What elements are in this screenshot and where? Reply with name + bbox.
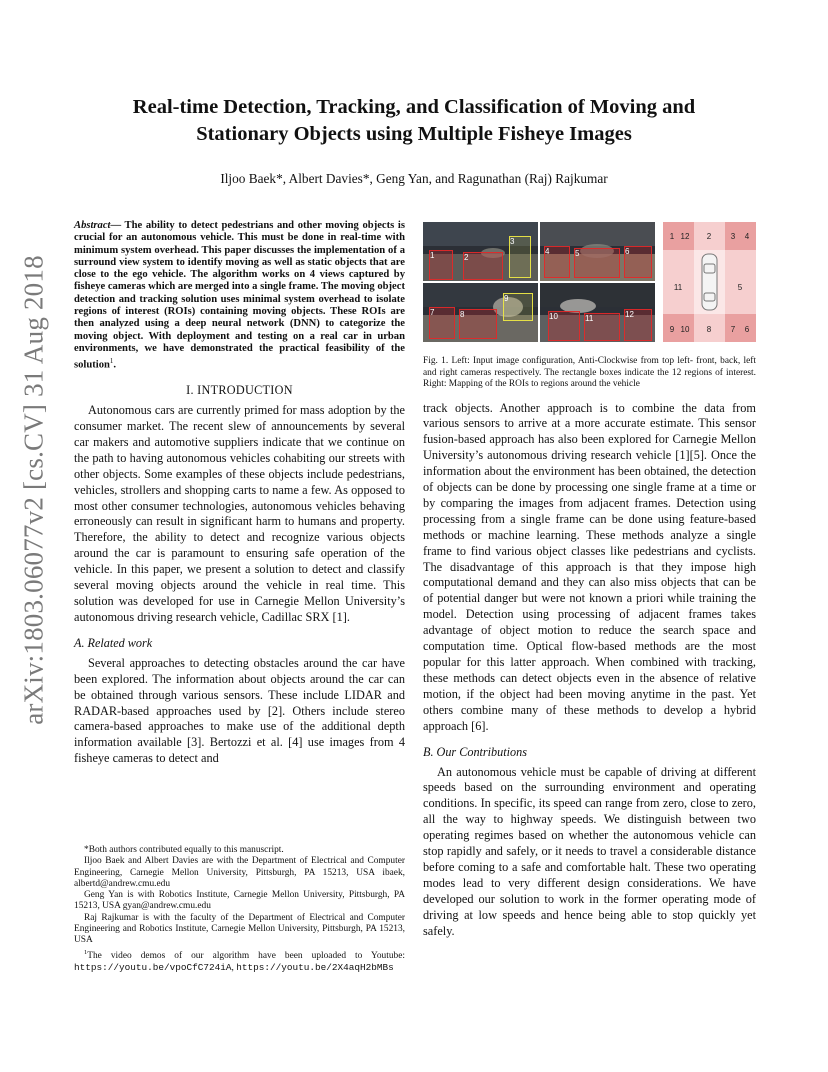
roi-box-7: 7 <box>429 307 455 339</box>
abstract-footnote-mark: 1 <box>109 357 114 366</box>
roi-region-map <box>663 222 756 342</box>
right-column <box>423 222 756 940</box>
left-column <box>74 220 405 767</box>
author-list: Iljoo Baek*, Albert Davies*, Geng Yan, and Ragunathan (Raj) Rajkumar <box>220 171 608 186</box>
abstract-label: Abstract <box>74 220 111 231</box>
map-label-1: 1 <box>669 232 675 241</box>
footnote-video-separator: , <box>231 963 237 974</box>
map-label-11: 11 <box>673 283 683 292</box>
abstract-text: — The ability to detect pedestrians and other moving objects is crucial for an autonomous vehicle. This must be done in real-time with minimum system overhead. This paper discusses the implementation of a surround view system to identify moving as well as static objects that are close to the ego vehicle. The algorithm works on 4 views captured by fisheye cameras which are merged into a single frame. The moving object detection and tracking solution uses minimal system overhead to isolate regions of interest (ROIs) containing moving objects. These ROIs are then analyzed using a deep neural network (DNN) to categorize the moving object. With deployment and testing on a real car in urban environments, we have demonstrated the practical feasibility of the solution <box>74 220 405 371</box>
roi-box-8: 8 <box>459 309 497 339</box>
map-label-10: 10 <box>680 325 690 334</box>
subsection-heading-contributions: B. Our Contributions <box>423 744 527 759</box>
map-region-bottom-right <box>725 314 756 342</box>
front-camera-image <box>423 222 538 281</box>
map-label-5: 5 <box>737 283 743 292</box>
video-link-2[interactable]: https://youtu.be/2X4aqH2bMBs <box>236 962 394 974</box>
roi-box-4: 4 <box>544 246 570 278</box>
video-link-1[interactable]: https://youtu.be/vpoCfC724iA <box>74 962 232 974</box>
subsection-heading-related-work: A. Related work <box>74 635 153 650</box>
footnotes <box>74 845 405 974</box>
roi-box-1: 1 <box>429 250 453 280</box>
footnote-affiliation-2: Geng Yan is with Robotics Institute, Carnegie Mellon University, Pittsburgh, PA 15213, USA gyan@andrew.cmu.edu <box>74 890 405 912</box>
footnote-video <box>74 947 405 975</box>
map-label-2: 2 <box>706 232 712 241</box>
car-body <box>702 254 717 310</box>
map-label-4: 4 <box>744 232 750 241</box>
figure-caption: Fig. 1. Left: Input image configuration, Anti-Clockwise from top left- front, back, left and right cameras respectively. The rectangle boxes indicate the 12 regions of interest. Right: Mapping of the ROIs to regions around the vehicle <box>423 356 756 389</box>
map-region-mid-left <box>663 250 694 314</box>
roi-box-3: 3 <box>509 236 531 278</box>
map-label-7: 7 <box>730 325 736 334</box>
map-region-top-right <box>725 222 756 250</box>
footnote-video-mark: 1 <box>84 948 88 956</box>
abstract <box>74 220 405 372</box>
arxiv-side-identifier <box>14 255 54 725</box>
footnote-equal-contribution: *Both authors contributed equally to this manuscript. <box>84 845 284 855</box>
abstract-end: . <box>113 359 117 371</box>
footnote-affiliation-1: Iljoo Baek and Albert Davies are with the Department of Electrical and Computer Engineering, Carnegie Mellon University, Pittsburgh, PA 15213, USA ibaek, albertd@andrew.cmu.edu <box>74 856 405 889</box>
map-label-6: 6 <box>744 325 750 334</box>
camera-image-grid <box>423 222 655 342</box>
title-line-2: Stationary Objects using Multiple Fisheye Images <box>196 123 632 145</box>
map-region-mid-right <box>725 250 756 314</box>
arxiv-id-text: arXiv:1803.06077v2 [cs.CV] 31 Aug 2018 <box>18 255 49 725</box>
introduction-paragraph: Autonomous cars are currently primed for mass adoption by the consumer market. The recent slew of announcements by several car makers and automotive suppliers indicate that we continue on the path to having autonomous vehicles cohabiting our streets with other objects. Some examples of these objects include pedestrians, vehicles, strollers and shopping carts to name a few. As opposed to most other consumer technologies, autonomous vehicles behaving erroneously can result in significant harm to humans and property. Therefore, the ability to detect and recognize various objects around the car is paramount to ensuring safe operation of the vehicle. In this paper, we present a solution to detect and classify several moving objects around the vehicle in real time. This solution was developed for use in Carnegie Mellon University’s autonomous driving research vehicle, Cadillac SRX [1]. <box>74 403 405 624</box>
related-work-paragraph: Several approaches to detecting obstacles around the car have been explored. The information about objects around the car can be obtained through various sensors. These include LIDAR and RADAR-based approaches used by [2]. Others include stereo camera-based approaches to make use of the additional depth information available [3]. Bertozzi et al. [4] use images from 4 fisheye cameras to detect and <box>74 655 405 766</box>
map-label-9: 9 <box>669 325 675 334</box>
footnote-affiliation-3: Raj Rajkumar is with the faculty of the Department of Electrical and Computer Engineering and Robotics Institute, Carnegie Mellon University, Pittsburgh, PA 15213, USA <box>74 912 405 946</box>
back-camera-image <box>540 222 655 281</box>
car-outline-icon <box>702 254 717 310</box>
roi-box-9: 9 <box>503 293 533 321</box>
sky-region <box>540 222 655 246</box>
footnote-video-text: The video demos of our algorithm have been uploaded to Youtube: <box>87 950 405 961</box>
roi-box-10: 10 <box>548 311 580 341</box>
roi-box-12: 12 <box>624 309 652 341</box>
title-line-1: Real-time Detection, Tracking, and Classification of Moving and <box>132 96 696 118</box>
right-column-paragraph-1: track objects. Another approach is to combine the data from various sensors to arrive at a more accurate estimate. This sensor fusion-based approach has also been explored for Carnegie Mellon University’s autonomous driving research vehicle [1][5]. Once the information about the environment has been obtained, the detection of objects can be done by processing one single frame at a time or by comparing the images from adjacent frames. Detection using processing from a single frame can be done using feature-based methods or machine learning. These methods analyze a single frame to find various object classes like pedestrians and cyclists. The disadvantage of this approach is that they impose high computational demand and they can also miss objects that can be of potential danger but were not known a priori while training the model. Detection using processing of adjacent frames takes advantage of object motion to reduce the search space and computation time. Optical flow-based methods are the most popular for this latter approach. When combined with tracking, these methods can detect objects even in the absence of relative motion, if the object had been moving anytime in the past. Yet others combine many of these methods to develop a hybrid approach [6]. <box>423 400 756 733</box>
map-label-8: 8 <box>706 325 712 334</box>
section-heading-introduction: I. INTRODUCTION <box>186 383 293 398</box>
map-label-3: 3 <box>730 232 736 241</box>
roi-map-svg <box>663 222 756 342</box>
roi-box-5: 5 <box>574 248 620 278</box>
paper-title <box>80 94 748 148</box>
roi-box-6: 6 <box>624 246 652 278</box>
roi-box-11: 11 <box>584 313 620 341</box>
roi-box-2: 2 <box>463 252 503 280</box>
sky-region <box>540 283 655 307</box>
left-camera-image <box>423 283 538 342</box>
contributions-paragraph: An autonomous vehicle must be capable of driving at different speeds based on the surrounding environment and operating conditions. In specific, its speed can range from zero, close to zero, all the way to highway speeds. We distinguish between two operating regimes based on whether the autonomous vehicle can stop rapidly and safely, or it needs to travel a considerable distance before coming to a safe and comfortable halt. These two operating modes lead to very different design considerations. We have developed our solution to work in the former operating mode of driving at low speeds and hence being able to stop quickly yet safely. <box>423 764 756 938</box>
figure-1 <box>423 222 756 342</box>
right-camera-image <box>540 283 655 342</box>
map-label-12: 12 <box>680 232 690 241</box>
